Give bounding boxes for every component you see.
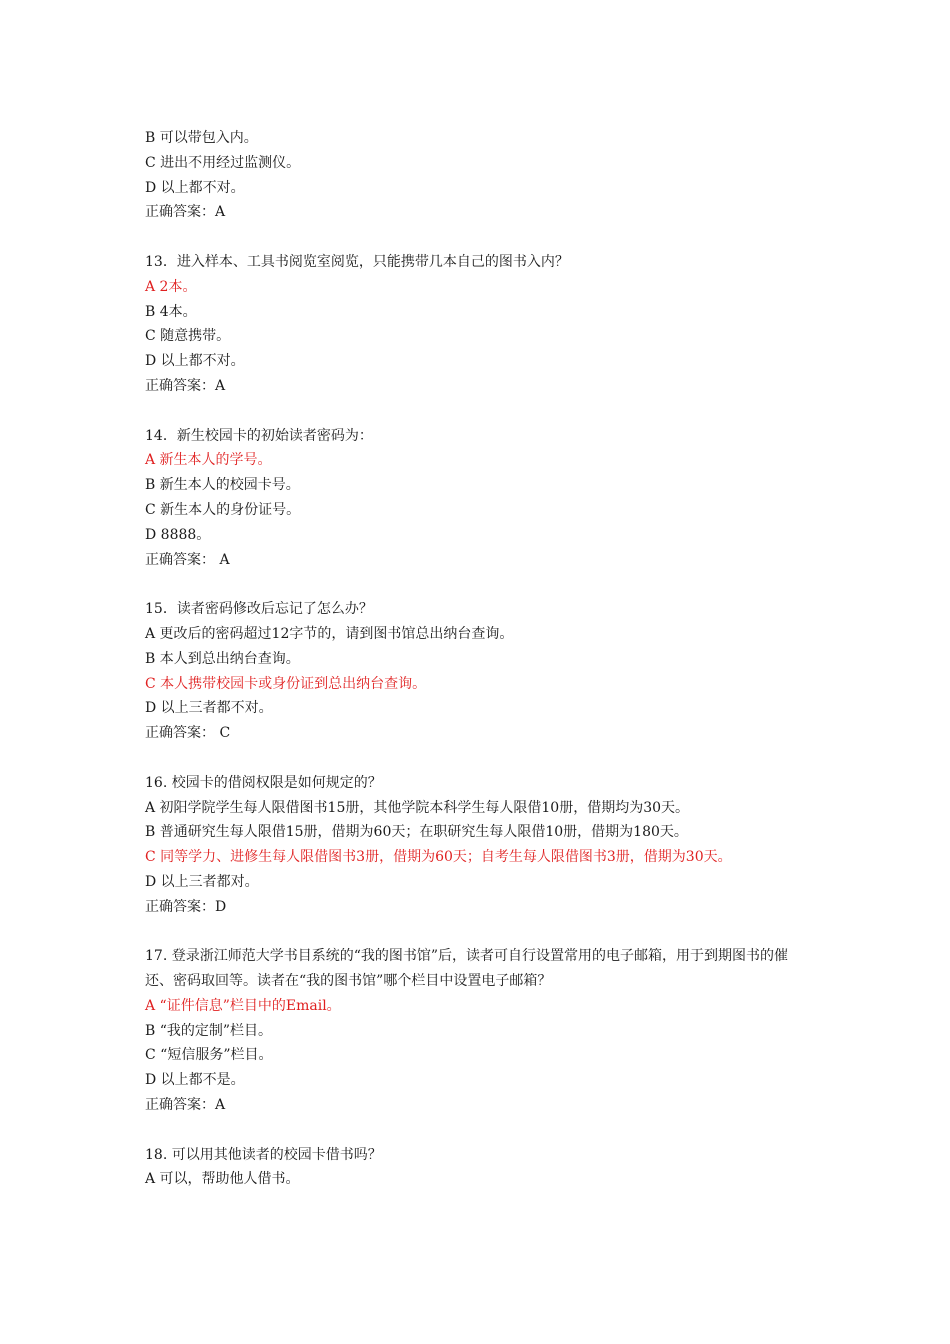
answer-line: 正确答案：A: [145, 204, 226, 221]
answer-line: 正确答案： A: [145, 551, 230, 568]
option-b: B “我的定制”栏目。: [145, 1022, 273, 1039]
question-18: 18. 可以用其他读者的校园卡借书吗？: [145, 1146, 382, 1163]
option-d: D 以上都不对。: [145, 353, 245, 370]
option-c: C “短信服务”栏目。: [145, 1047, 273, 1064]
option-a: A 更改后的密码超过12字节的，请到图书馆总出纳台查询。: [145, 625, 514, 642]
option-a: A 初阳学院学生每人限借图书15册，其他学院本科学生每人限借10册，借期均为30天。: [145, 799, 690, 816]
option-b: B 可以带包入内。: [145, 130, 258, 146]
document-body: [145, 126, 805, 1192]
answer-line: 正确答案：D: [145, 898, 227, 915]
question-14: 14．新生校园卡的初始读者密码为：: [145, 427, 373, 444]
option-a-correct: A “证件信息”栏目中的Email。: [145, 997, 341, 1014]
spacer: [145, 1118, 805, 1143]
option-c: C 进出不用经过监测仪。: [145, 154, 301, 171]
question-17: 17. 登录浙江师范大学书目系统的“我的图书馆”后，读者可自行设置常用的电子邮箱，用于到期图书的催还、密码取回等。读者在“我的图书馆”哪个栏目中设置电子邮箱？: [145, 948, 789, 990]
option-d: D 以上三者都对。: [145, 873, 259, 890]
spacer: [145, 399, 805, 424]
option-c-correct: C 本人携带校园卡或身份证到总出纳台查询。: [145, 675, 427, 692]
question-13: 13．进入样本、工具书阅览室阅览，只能携带几本自己的图书入内？: [145, 253, 569, 270]
option-c: C 新生本人的身份证号。: [145, 501, 301, 518]
answer-line: 正确答案： C: [145, 725, 231, 742]
option-c-highlighted: C 同等学力、进修生每人限借图书3册，借期为60天；自考生每人限借图书3册，借期为30天。: [145, 849, 732, 866]
option-c: C 随意携带。: [145, 328, 231, 345]
option-a: A 可以，帮助他人借书。: [145, 1171, 300, 1188]
option-d: D 以上都不是。: [145, 1072, 245, 1089]
spacer: [145, 920, 805, 945]
answer-line: 正确答案：A: [145, 1097, 226, 1114]
spacer: [145, 225, 805, 250]
answer-line: 正确答案：A: [145, 377, 226, 394]
question-16: 16. 校园卡的借阅权限是如何规定的？: [145, 774, 382, 791]
option-d: D 8888。: [145, 526, 211, 543]
option-b: B 普通研究生每人限借15册，借期为60天；在职研究生每人限借10册，借期为180天。: [145, 824, 688, 841]
option-d: D 以上三者都不对。: [145, 700, 273, 717]
option-a-correct: A 2本。: [145, 278, 197, 295]
option-d: D 以上都不对。: [145, 179, 245, 196]
spacer: [145, 572, 805, 597]
option-b: B 4本。: [145, 303, 197, 320]
option-a-correct: A 新生本人的学号。: [145, 452, 272, 469]
option-b: B 新生本人的校园卡号。: [145, 477, 300, 494]
spacer: [145, 746, 805, 771]
option-b: B 本人到总出纳台查询。: [145, 650, 300, 667]
question-15: 15．读者密码修改后忘记了怎么办？: [145, 601, 373, 618]
